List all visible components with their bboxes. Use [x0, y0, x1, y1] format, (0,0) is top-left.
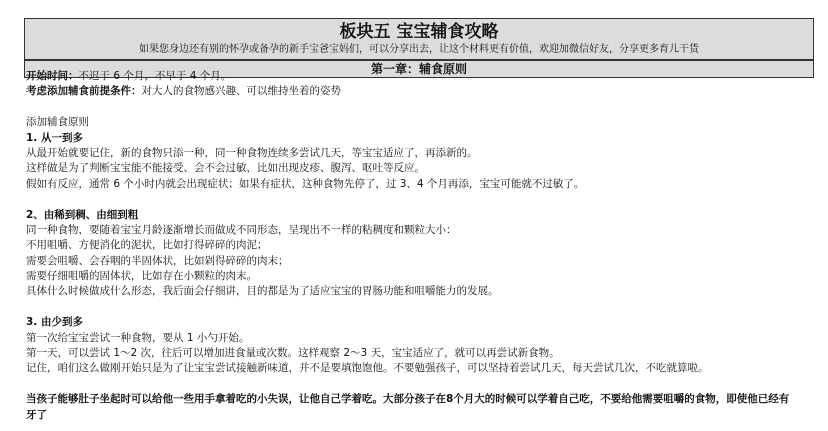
section-1-heading: 1. 从一到多 [26, 131, 83, 144]
precondition-text: 对大人的食物感兴趣、可以维持坐着的姿势 [141, 85, 341, 98]
start-time-row [26, 69, 814, 84]
precondition-label: 考虑添加辅食前提条件： [26, 85, 142, 98]
principles-heading: 添加辅食原则 [26, 116, 89, 129]
section-3-line: 第一天，可以尝试 1～2 次，往后可以增加进食量或次数。这样观察 2～3 天，宝宝适应了，就可以再尝试新食物。 [26, 347, 560, 360]
section-2-line: 同一种食物，要随着宝宝月龄逐渐增长而做成不同形态，呈现出不一样的粘稠度和颗粒大小： [26, 223, 457, 236]
content-cell[interactable] [26, 70, 814, 423]
section-2-line: 具体什么时候做成什么形态，我后面会仔细讲，目的都是为了适应宝宝的胃肠功能和咀嚼能力的发展。 [26, 285, 499, 298]
section-2-heading: 2、由稀到稠、由细到粗 [26, 208, 139, 221]
start-time-text: 不迟于 6 个月，不早于 4 个月。 [78, 70, 232, 82]
section-1-line: 这样做是为了判断宝宝能不能接受、会不会过敏，比如出现皮疹、腹泻、呕吐等反应。 [26, 162, 425, 175]
section-1-line: 从最开始就要记住，新的食物只添一种，同一种食物连续多尝试几天，等宝宝适应了，再添新的。 [26, 146, 478, 159]
precondition-row [26, 84, 814, 99]
section-2-line: 需要仔细咀嚼的固体状，比如存在小颗粒的肉末。 [26, 270, 257, 283]
section-3-line: 记住，咱们这么做刚开始只是为了让宝宝尝试接触新味道，并不是要填饱饱他。不要勉强孩子，可以坚持着尝试几天，每天尝试几次，不吃就算啦。 [26, 362, 709, 375]
chapter-title[interactable]: 第一章：辅食原则 [24, 60, 814, 78]
spreadsheet-area [24, 18, 814, 431]
final-note-continued: 牙了 [26, 408, 47, 421]
section-2-line: 不用咀嚼、方便消化的泥状，比如打得碎碎的肉泥； [26, 239, 268, 252]
final-note: 当孩子能够肚子坐起时可以给他一些用手拿着吃的小失误，让他自己学着吃。大部分孩子在8个月大的时候可以学着自己吃，不要给他需要咀嚼的食物，即使他已经有 [26, 393, 790, 406]
page-title: 板块五 宝宝辅食攻略 [339, 22, 499, 42]
section-3-heading: 3. 由少到多 [26, 316, 83, 329]
section-1-line: 假如有反应，通常 6 个小时内就会出现症状；如果有症状，这种食物先停了，过 3、4 个月再添，宝宝可能就不过敏了。 [26, 177, 585, 190]
section-2-line: 需要会咀嚼、会吞咽的半固体状，比如剁得碎碎的肉末； [26, 254, 289, 267]
start-time-label: 开始时间： [26, 70, 79, 82]
page-subtitle: 如果您身边还有别的怀孕或备孕的新手宝爸宝妈们，可以分享出去，让这个材料更有价值，欢迎加微信好友，分享更多育儿干货 [139, 44, 699, 55]
header-cell[interactable] [24, 18, 814, 60]
section-3-line: 第一次给宝宝尝试一种食物，要从 1 小勺开始。 [26, 331, 250, 344]
